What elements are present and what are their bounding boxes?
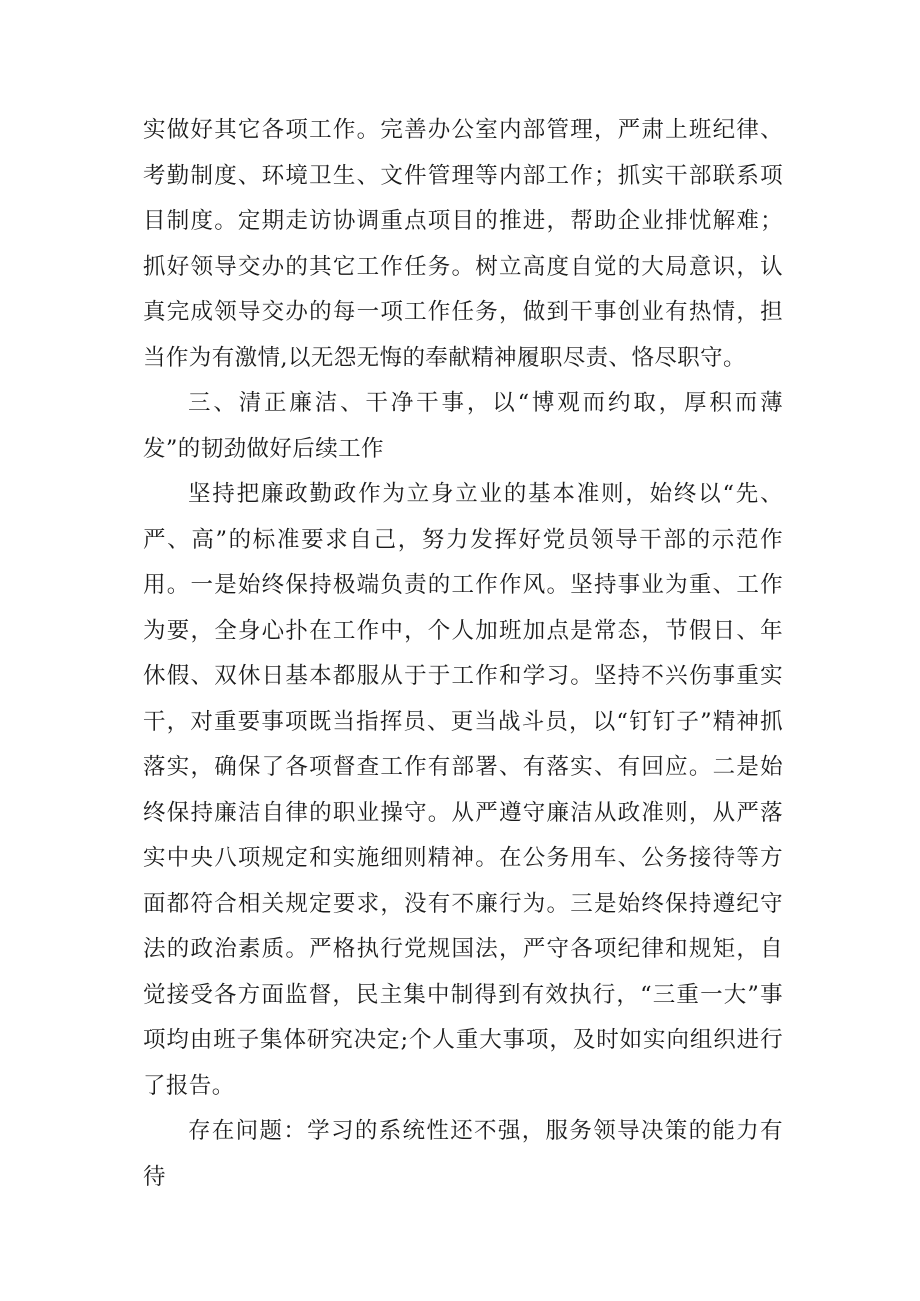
- section-heading: 三、清正廉洁、干净干事，以“博观而约取，厚积而薄发”的韧劲做好后续工作: [143, 390, 783, 462]
- document-body: [143, 108, 783, 1200]
- paragraph-problems: 存在问题：学习的系统性还不强，服务领导决策的能力有待: [143, 1118, 783, 1190]
- paragraph-integrity: 坚持把廉政勤政作为立身立业的基本准则，始终以“先、严、高”的标准要求自己，努力发挥好党员领导干部的示范作用。一是始终保持极端负责的工作作风。坚持事业为重、工作为要，全身心扑在工作中，个人加班加点是常态，节假日、年休假、双休日基本都服从于于工作和学习。坚持不兴伤事重实干，对重要事项既当指挥员、更当战斗员，以“钉钉子”精神抓落实，确保了各项督查工作有部署、有落实、有回应。二是始终保持廉洁自律的职业操守。从严遵守廉洁从政准则，从严落实中央八项规定和实施细则精神。在公务用车、公务接待等方面都符合相关规定要求，没有不廉行为。三是始终保持遵纪守法的政治素质。严格执行党规国法，严守各项纪律和规矩，自觉接受各方面监督，民主集中制得到有效执行，“三重一大”事项均由班子集体研究决定;个人重大事项，及时如实向组织进行了报告。: [143, 481, 783, 1099]
- paragraph-continuation: 实做好其它各项工作。完善办公室内部管理，严肃上班纪律、考勤制度、环境卫生、文件管理等内部工作；抓实干部联系项目制度。定期走访协调重点项目的推进，帮助企业排忧解难；抓好领导交办的其它工作任务。树立高度自觉的大局意识，认真完成领导交办的每一项工作任务，做到干事创业有热情，担当作为有激情,以无怨无悔的奉献精神履职尽责、恪尽职守。: [143, 117, 783, 371]
